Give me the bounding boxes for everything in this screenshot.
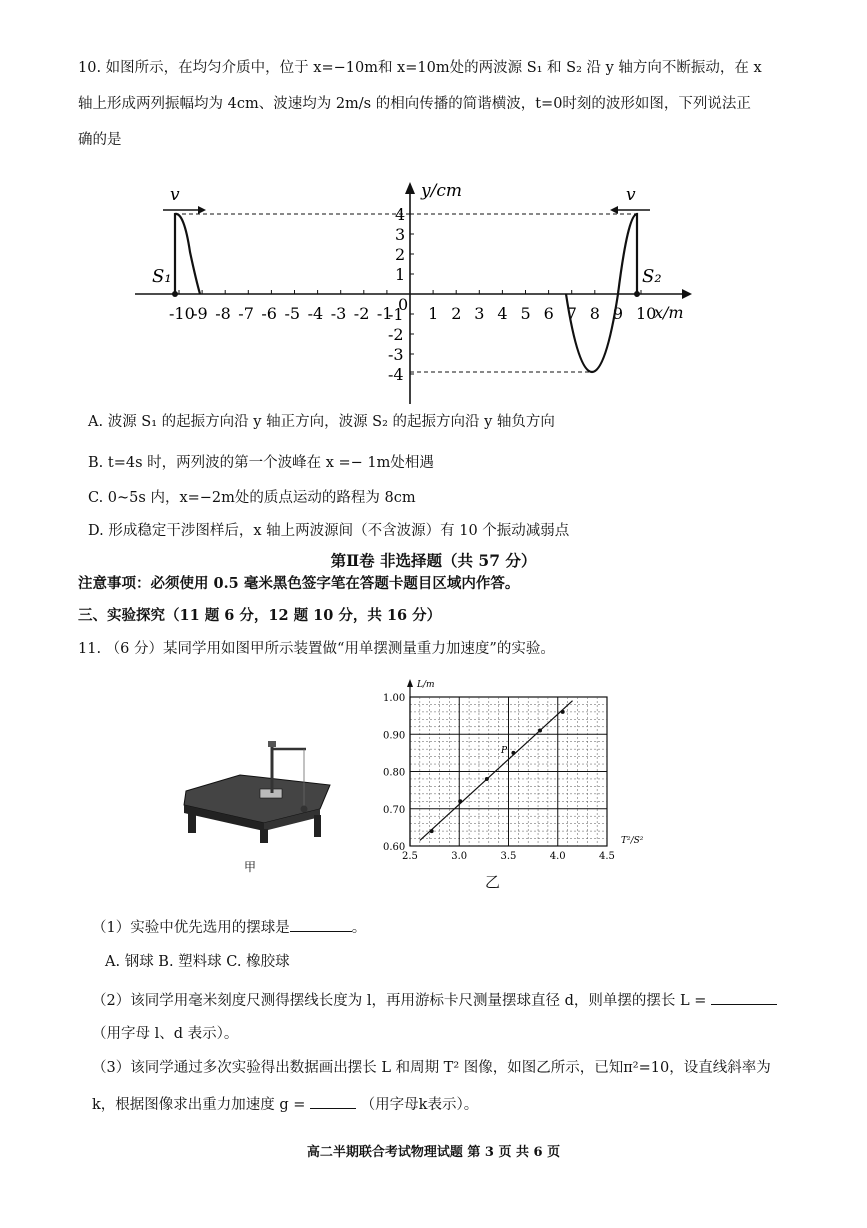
q11-stem: 11. （6 分）某同学用如图甲所示装置做“用单摆测量重力加速度”的实验。: [78, 641, 555, 657]
q10-option-c: C. 0~5s 内，x=−2m处的质点运动的路程为 8cm: [88, 490, 416, 506]
figure-jia-label: 甲: [244, 860, 257, 874]
section2-title: 第Ⅱ卷 非选择题（共 57 分）: [330, 551, 537, 570]
chart-fit-line: [420, 701, 573, 841]
x-tick-label: 7: [566, 304, 577, 323]
q10-option-a: A. 波源 S₁ 的起振方向沿 y 轴正方向，波源 S₂ 的起振方向沿 y 轴负方向: [88, 414, 555, 430]
section2-notice: 注意事项：必须使用 0.5 毫米黑色签字笔在答题卡题目区域内作答。: [78, 575, 520, 592]
x-ticks: [169, 290, 656, 323]
x-tick-label: -3: [330, 304, 347, 323]
v-left-label: v: [170, 185, 180, 205]
q11-sub1-blank[interactable]: [290, 917, 352, 932]
q11-sub3-end: （用字母k表示）。: [360, 1097, 479, 1113]
y-axis-arrow: [405, 182, 415, 194]
q11-sub2-text: （2）该同学用毫米刻度尺测得摆线长度为 l，再用游标卡尺测量摆球直径 d，则单摆的摆长 L =: [92, 993, 707, 1009]
q11-sub2-blank[interactable]: [711, 990, 777, 1005]
q11-sub2-line1: [92, 990, 777, 1011]
chart-point-label: P: [501, 746, 508, 756]
chart-point: [511, 751, 515, 755]
chart-x-tick: 3.0: [451, 851, 468, 862]
chart-y-tick: 0.70: [383, 804, 406, 816]
x-tick-label: 1: [428, 304, 439, 323]
chart-y-tick: 0.60: [383, 842, 406, 853]
page-footer: 高二半期联合考试物理试题 第 3 页 共 6 页: [306, 1145, 561, 1160]
y-axis-label: y/cm: [421, 181, 462, 201]
x-tick-label: 8: [589, 304, 600, 323]
x-tick-label: 2: [451, 304, 462, 323]
y-tick-label: -4: [388, 365, 404, 384]
chart-point: [430, 829, 434, 833]
chart-x-tick: 2.5: [402, 851, 418, 862]
x-axis-arrow: [682, 289, 692, 299]
chart-y-tick: 0.90: [383, 730, 406, 742]
q11-sub1-text: （1）实验中优先选用的摆球是: [92, 920, 290, 936]
y-tick-label: 4: [395, 205, 406, 224]
q10-option-d: D. 形成稳定干涉图样后，x 轴上两波源间（不含波源）有 10 个振动减弱点: [88, 523, 570, 539]
x-tick-label: -8: [215, 304, 231, 323]
q10-line3: 确的是: [78, 132, 122, 148]
chart-x-tick: 4.5: [599, 851, 615, 862]
x-tick-label: -2: [353, 304, 370, 323]
x-tick-label: -4: [307, 304, 324, 323]
q11-sub1: [92, 917, 366, 938]
x-tick-label: -6: [261, 304, 277, 323]
chart-y-tick: 0.80: [383, 767, 406, 779]
chart-x-tick: 3.5: [500, 851, 517, 862]
origin-label: 0: [398, 295, 409, 314]
y-tick-label: 2: [395, 245, 406, 264]
y-tick-label: -3: [388, 345, 404, 364]
x-tick-label: 9: [612, 304, 624, 323]
y-tick-label: 3: [395, 225, 406, 244]
x-tick-label: -9: [192, 304, 208, 323]
q10-line2: 轴上形成两列振幅均为 4cm、波速均为 2m/s 的相向传播的简谐横波，t=0时刻的波形如图，下列说法正: [78, 96, 751, 112]
wave-s2: [566, 214, 637, 372]
q11-sub3-line2: [92, 1094, 478, 1115]
y-tick-label: -2: [388, 325, 404, 344]
q11-sub1-options: A. 钢球 B. 塑料球 C. 橡胶球: [105, 954, 290, 970]
source-s2-label: S₂: [642, 266, 662, 287]
v-right-label: v: [626, 185, 636, 205]
chart-x-label: T²/S²: [621, 836, 644, 846]
x-tick-label: 3: [474, 304, 485, 323]
chart-point: [561, 710, 565, 714]
x-tick-label: 6: [543, 304, 554, 323]
chart-point: [458, 799, 462, 803]
q10-option-b: B. t=4s 时，两列波的第一个波峰在 x =− 1m处相遇: [88, 455, 434, 471]
chart-x-tick: 4.0: [549, 851, 566, 862]
q10-line1: 10. 如图所示，在均匀介质中，位于 x=−10m和 x=10m处的两波源 S₁ 和 S₂ 沿 y 轴方向不断振动，在 x: [78, 60, 762, 76]
part3-heading: 三、实验探究（11 题 6 分，12 题 10 分，共 16 分）: [78, 607, 442, 624]
wave-s1: [175, 214, 200, 294]
q11-sub3-text: k，根据图像求出重力加速度 g =: [92, 1097, 306, 1113]
x-tick-label: 10: [636, 304, 657, 323]
figure-yi-label: 乙: [485, 873, 501, 891]
x-tick-label: -5: [284, 304, 301, 323]
wave-figure: [130, 172, 700, 407]
q11-sub2-line2: （用字母 l、d 表示）。: [92, 1026, 239, 1042]
q11-sub1-end: 。: [351, 920, 367, 936]
chart-point: [538, 729, 542, 733]
x-tick-label: -1: [376, 304, 393, 323]
l-t2-chart: [375, 675, 665, 865]
source-s1-label: S₁: [152, 266, 172, 287]
pendulum-apparatus-figure: [180, 735, 340, 845]
x-tick-label: 4: [497, 304, 508, 323]
y-tick-label: 1: [395, 265, 406, 284]
x-tick-label: -10: [169, 304, 195, 323]
q11-sub3-blank[interactable]: [310, 1094, 356, 1109]
x-tick-label: -7: [238, 304, 254, 323]
chart-point: [485, 777, 489, 781]
x-axis-label: x/m: [654, 303, 684, 322]
chart-y-label: L/m: [417, 680, 435, 690]
y-tick-label: -1: [388, 305, 404, 324]
q11-sub3-line1: （3）该同学通过多次实验得出数据画出摆长 L 和周期 T² 图像，如图乙所示，已知π²=10，设直线斜率为: [92, 1060, 771, 1076]
x-tick-label: 5: [520, 304, 531, 323]
chart-y-tick: 1.00: [383, 693, 406, 704]
